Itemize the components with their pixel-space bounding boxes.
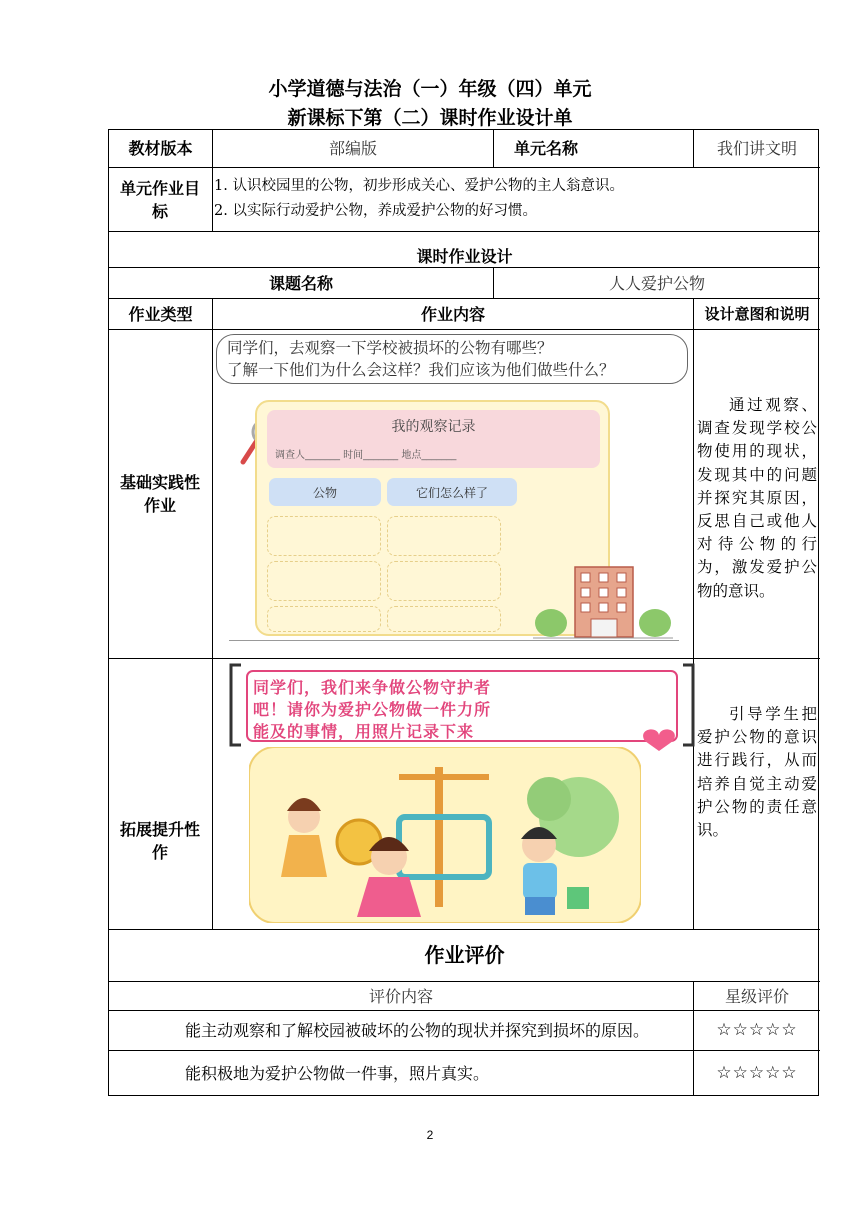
column-pill: 公物	[269, 478, 381, 506]
kids-cleaning-illustration	[249, 747, 641, 923]
intent-extended: 引导学生把爱护公物的意识进行践行，从而培养自觉主动爱护公物的责任意识。	[697, 705, 817, 840]
unit-label: 单元名称	[514, 139, 579, 158]
header-type: 作业类型	[128, 304, 193, 324]
unit-value: 我们讲文明	[716, 139, 797, 158]
card-title: 我的观察记录	[391, 419, 476, 435]
goal-item: 1. 认识校园里的公物，初步形成关心、爱护公物的主人翁意识。	[214, 178, 624, 194]
bubble-line: 同学们，去观察一下学校被损坏的公物有哪些？	[227, 339, 553, 357]
evaluation-item-stars[interactable]: ☆☆☆☆☆	[716, 1063, 798, 1083]
doc-title-line2: 新课标下第（二）课时作业设计单	[287, 107, 573, 129]
banner-line: 同学们，我们来争做公物守护者	[253, 678, 492, 697]
page-number: 2	[426, 1128, 434, 1142]
record-slot	[387, 606, 501, 632]
textbook-label: 教材版本	[128, 139, 193, 158]
evaluation-title: 作业评价	[424, 943, 505, 967]
evaluation-item-text: 能积极地为爱护公物做一件事，照片真实。	[185, 1064, 490, 1083]
textbook-value: 部编版	[328, 139, 377, 158]
extended-illustration	[213, 659, 693, 929]
row-type-basic: 基础实践性作业	[119, 473, 200, 515]
topic-value: 人人爱护公物	[608, 273, 705, 293]
bubble-line: 了解一下他们为什么会这样？我们应该为他们做些什么？	[227, 361, 615, 379]
goal-label: 单元作业目标	[119, 178, 200, 221]
intent-basic: 通过观察、调查发现学校公物使用的现状，发现其中的问题并探究其原因，反思自己或他人对待公物的行为，激发爱护公物的意识。	[697, 396, 817, 600]
evaluation-star-label: 星级评价	[724, 986, 789, 1006]
header-intent: 设计意图和说明	[704, 304, 810, 323]
record-slot	[267, 516, 381, 556]
worksheet-table	[108, 129, 819, 1096]
ground-line	[229, 640, 679, 641]
bubble-text	[227, 337, 615, 381]
basic-illustration	[213, 330, 693, 658]
card-header	[267, 410, 600, 468]
card-fields: 调查人_______ 时间_______ 地点_______	[275, 450, 457, 461]
divider	[693, 298, 694, 929]
speech-bubble	[216, 334, 688, 384]
column-pill: 它们怎么样了	[387, 478, 517, 506]
banner-line: 能及的事情，用照片记录下来	[253, 722, 475, 741]
banner-text	[253, 677, 643, 743]
banner-line: 吧！请你为爱护公物做一件力所	[253, 700, 492, 719]
record-slot	[387, 561, 501, 601]
doc-title-line1: 小学道德与法治（一）年级（四）单元	[268, 78, 592, 100]
divider	[109, 167, 820, 168]
evaluation-item-stars[interactable]: ☆☆☆☆☆	[716, 1020, 798, 1040]
goal-item: 2. 以实际行动爱护公物，养成爱护公物的好习惯。	[214, 203, 537, 219]
evaluation-content-label: 评价内容	[368, 986, 433, 1006]
header-content: 作业内容	[420, 304, 485, 324]
lesson-section-title: 课时作业设计	[416, 247, 513, 266]
goal-list	[214, 174, 624, 224]
record-slot	[267, 561, 381, 601]
school-building-icon	[533, 565, 673, 643]
record-slot	[387, 516, 501, 556]
evaluation-item-text: 能主动观察和了解校园被破坏的公物的现状并探究到损坏的原因。	[185, 1021, 650, 1040]
topic-label: 课题名称	[268, 273, 333, 293]
record-slot	[267, 606, 381, 632]
row-type-extended: 拓展提升性作	[119, 820, 200, 862]
